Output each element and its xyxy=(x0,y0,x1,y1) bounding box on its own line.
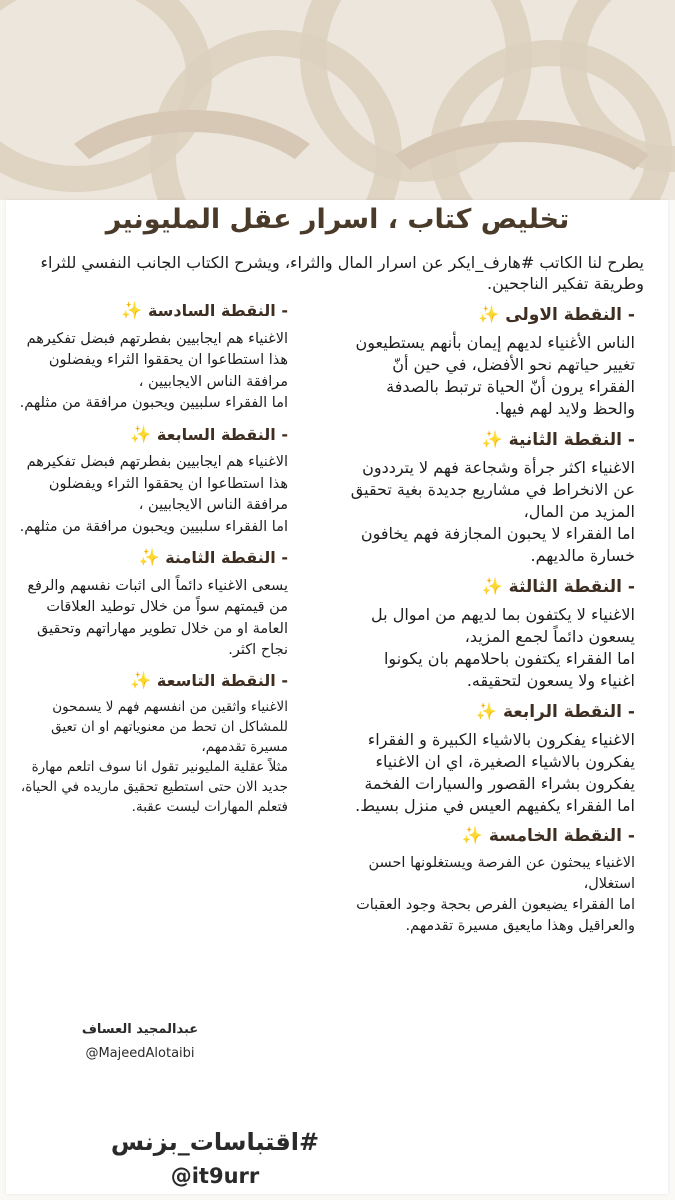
sparkles-icon: ✨ xyxy=(478,305,500,325)
section-text: الاغنياء اكثر جرأة وشجاعة فهم لا يترددون عن الانخراط في مشاريع جديدة بغية تحقيق المزيد من المال، xyxy=(350,458,635,521)
section-text: اما الفقراء سلبيين ويحبون مرافقة من مثلهم. xyxy=(19,518,288,535)
footer-hashtag: #اقتباسات_بزنس xyxy=(110,1128,320,1156)
section-heading: - النقطة السادسة xyxy=(147,301,288,320)
section-heading: - النقطة السابعة xyxy=(156,424,288,444)
section-heading: - النقطة الرابعة xyxy=(502,702,635,722)
sparkles-icon: ✨ xyxy=(475,702,498,722)
section-heading: - النقطة التاسعة xyxy=(156,670,288,690)
section-point-4 xyxy=(345,701,635,817)
section-point-3 xyxy=(345,576,635,692)
section-text: اما الفقراء سلبيين ويحبون مرافقة من مثلهم. xyxy=(19,395,288,411)
sparkles-icon: ✨ xyxy=(130,424,152,445)
section-text: اما الفقراء يضيعون الفرص بحجة وجود العقبات والعراقيل وهذا مايعيق مسيرة تقدمهم. xyxy=(356,897,635,934)
sparkles-icon: ✨ xyxy=(130,670,152,691)
section-point-7 xyxy=(18,424,288,539)
section-text: الاغنياء واثقين من انفسهم فهم لا يسمحون للمشاكل ان تحط من معنوياتهم او ان تعيق مسيرة تقدمهم، xyxy=(51,698,288,755)
section-text: الاغنياء لا يكتفون بما لديهم من اموال بل يسعون دائماً لجمع المزيد، xyxy=(371,605,635,646)
section-heading: - النقطة الخامسة xyxy=(488,826,635,846)
section-heading: - النقطة الثانية xyxy=(508,430,635,450)
section-point-6 xyxy=(18,300,288,415)
right-column xyxy=(345,304,635,946)
sparkles-icon: ✨ xyxy=(138,548,160,568)
section-text: الاغنياء يبحثون عن الفرصة ويستغلونها احسن استغلال، xyxy=(368,855,635,892)
footer-handle: @it9urr xyxy=(170,1164,260,1188)
author-handle: @MajeedAlotaibi xyxy=(85,1046,195,1061)
decorative-calligraphy-banner xyxy=(0,0,675,200)
section-text: الاغنياء هم ايجابيين بفطرتهم فبضل تفكيرهم هذا استطاعوا ان يحققوا الثراء ويفضلون مرافقة الناس الايجابيين ، xyxy=(26,330,288,390)
section-point-2 xyxy=(345,429,635,567)
section-text: مثلاً عقلية المليونير تقول انا سوف اتلعم مهارة جديد الان حتى استطيع تحقيق ماريده في الحياة، فتعلم المهارات ليست عقبة. xyxy=(20,758,288,815)
section-text: اما الفقراء لا يحبون المجازفة فهم يخافون خسارة مالديهم. xyxy=(360,524,635,565)
left-column xyxy=(18,300,288,826)
sparkles-icon: ✨ xyxy=(461,826,483,846)
intro-paragraph: يطرح لنا الكاتب #هارف_ايكر عن اسرار المال والثراء، ويشرح الكتاب الجانب النفسي للثراء وطريقة تفكير الناجحين. xyxy=(40,253,644,293)
section-text: الناس الأغنياء لديهم إيمان بأنهم يستطيعون تغيير حياتهم نحو الأفضل، في حين أنّ الفقراء يرون أنّ الحياة ترتبط بالصدفة والحظ ولايد لهم فيها. xyxy=(355,333,635,418)
section-point-1 xyxy=(345,304,635,420)
section-point-9 xyxy=(18,671,288,817)
section-text: الاغنياء هم ايجابيين بفطرتهم فبضل تفكيرهم هذا استطاعوا ان يحققوا الثراء ويفضلون مرافقة الناس الايجابيين ، xyxy=(26,454,288,513)
section-text: اما الفقراء يكتفون باحلامهم بان يكونوا اغنياء ولا يسعون لتحقيقه. xyxy=(383,649,635,690)
section-heading: - النقطة الثامنة xyxy=(165,548,288,567)
sparkles-icon: ✨ xyxy=(481,577,503,597)
page-title: تخليص كتاب ، اسرار عقل المليونير xyxy=(105,204,570,235)
section-point-5 xyxy=(345,826,635,937)
section-point-8 xyxy=(18,547,288,662)
section-text: يسعى الاغنياء دائماً الى اثبات نفسهم والرفع من قيمتهم سواً من خلال توطيد العلاقات العامة او من خلال تطوير مهاراتهم وتحقيق نجاح اكثر. xyxy=(27,577,288,658)
author-name: عبدالمجيد العساف xyxy=(81,1022,199,1037)
sparkles-icon: ✨ xyxy=(481,430,503,450)
sparkles-icon: ✨ xyxy=(121,301,143,321)
section-heading: - النقطة الثالثة xyxy=(508,577,635,597)
section-heading: - النقطة الاولى xyxy=(505,305,635,325)
section-text: الاغنياء يفكرون بالاشياء الكبيرة و الفقراء يفكرون بالاشياء الصغيرة، اي ان الاغنياء يفكرون بشراء القصور والسيارات الفخمة اما الفقراء يكفيهم العيس في منزل بسيط. xyxy=(355,730,635,815)
